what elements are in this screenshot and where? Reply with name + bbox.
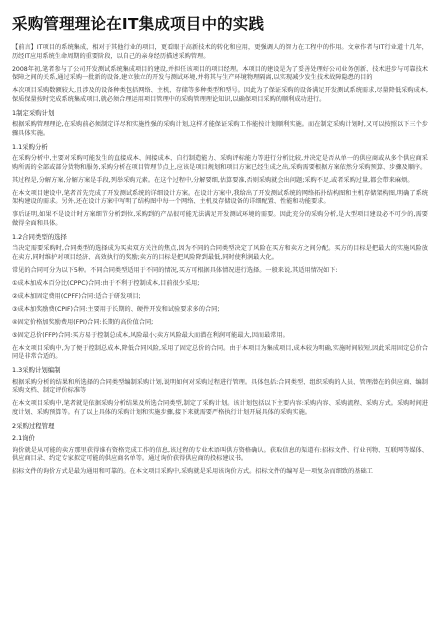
section-heading: 2采购过程管理: [12, 421, 55, 430]
paragraph: 在本文项目采购中,笔者就是依据采购分析结果及所选合同类型,制定了采购计划。该计划包括以下主要内容:采购内容、采购流程、采购方式。采购时间进度计划、采购预算等。有了以上具体的采购计划和实施步骤,接下来就需要严格执行计划开展具体的采购实施。: [12, 400, 428, 416]
paragraph: ③成本加奖励费(CPIF)合同:主要用于长期的、硬件开发和试验要求多的合同;: [12, 305, 220, 313]
section-heading: 1.1采购分析: [12, 142, 48, 151]
paragraph: ④固定价格加奖励费用(FPI)合同:长期的高价值合同;: [12, 318, 154, 326]
section-heading: 1.3采购计划编制: [12, 366, 61, 374]
paragraph: 本次项目采购数额较大,且涉及的设备种类包括网络、主机、存储等多种类型和型号。因此为了保证采购的设备满足开发测试系统需求,尽量降低采购成本,保质保量按时完成系统集成项目,就必须合理运用项目管理中的采购管理理论知识,以确保项目采购的顺利成功进行。: [12, 87, 428, 103]
paragraph: ②成本加固定费用(CPFF)合同:适合于研发项目;: [12, 292, 141, 300]
paragraph: 常见的合同可分为以下5种。不同合同类型适用于不同的情况,买方可根据具体情况进行选择。一般来说,其适用情况如下:: [12, 266, 338, 274]
paragraph: 2008年初,笔者参与了公司开发测试系统集成项目的建设,并担任该项目的项目经理。本项目的建设是为了妥善处理好公司业务创新、技术进步与可靠技术保障之间的关系,通过采购一批新的设备,建立独立的开发与测试环境,并将其与生产环境物理隔离,以实现减少发生技术故障隐患的目的: [12, 65, 428, 81]
section-heading: 1制定采购计划: [12, 108, 55, 117]
document-title: 采购管理理论在IT集成项目中的实践: [12, 15, 265, 33]
paragraph: 根据采购分析的结果和所选择的合同类型编制采购计划,说明如何对采购过程进行管理。具体包括:合同类型、组织采购的人员、管理潜在的供应商、编制采购文档、制定评价标准等: [12, 378, 428, 394]
paragraph: 在本文项目建设中,笔者首先完成了开发测试系统的详细设计方案。在设计方案中,我给出了开发测试系统的网络拓扑结构图和主机存储架构图,明确了系统架构建设的需求。另外,还在设计方案中写明了结构图中每一个网络、主机及存储设备的详细配置、性能和功能要求。: [12, 189, 428, 205]
paragraph: 招标文件的询价方式是最为通用和可靠的。在本文项目采购中,采购就是采用该询价方式。招标文件的编写是一项复杂而细致的基础工: [12, 468, 373, 475]
paragraph: 在本文项目采购中,为了便于控制总成本,降低合同风险,采用了固定总价的合同。由于本项目为集成项目,成本较为明确,实施时间较短,因此采用固定总价合同是非常合适的。: [12, 344, 428, 360]
paragraph: 当决定需要采购时,合同类型的选择成为买卖双方关注的焦点,因为不同的合同类型决定了风险在买方和卖方之间分配。买方的目标是把最大的实施风险放在卖方,同时维护对项目经济、高效执行的奖励;卖方的目标是把风险降到最低,同时使利润最大化。: [12, 245, 428, 261]
paragraph: 在采购分析中,主要对采购可能发生的直接成本、间接成本、自行制造能力、采购评标能力等进行分析比较,并决定是否从单一的供应商或从多个供应商采购所需的全部或部分货物和服务,采购分析在项目管理节点上,应该是项目规划和项目方案已经生成之出,采购需要根据方案依然分采购预算、步骤及顺序。: [12, 155, 428, 171]
paragraph: 根据采购管理理论,在采购前必须制定详尽和实施性强的采购计划,这样才能保证采购工作能按计划顺利实施。而在制定采购计划时,又可以按照以下三个步骤具体实施。: [12, 121, 428, 137]
document-body: [12, 44, 428, 477]
paragraph: 事后证明,如果不是设计时方案细节分析到位,采购到的产品很可能无法满足开发测试环境的需要。因此充分的采购分析,是大型项目建设必不可少的,需要做得全面和具体。: [12, 211, 428, 227]
paragraph: 【前言】IT项目的系统集成，相对于其他行业的项目，更看眼于高新技术的转化和应用，更强调人的智力在工程中的作用。文章作者与IT行业道十几年，历经IT应用系统生命周期的重要阶段，以自己的亲身经历描述采购管理。: [12, 44, 428, 60]
paragraph: ⑤固定总价(FFP)合同:买方易于控制总成本,风险最小;卖方风险最大而潜在利润可能最大,因而最常用。: [12, 331, 289, 339]
paragraph: 询价就是从可能的卖方那里获得谁有资格完成工作的信息,该过程的专业术语叫供方资格确认。获取信息的渠道有:招标文件、行业刊物、互联网等媒体、供应商目录、约定专家拟定可能的供应商名单等。通过询价获得供应商的投标建议书。: [12, 446, 428, 462]
section-heading: 1.2合同类型的选择: [12, 232, 67, 241]
paragraph: 其过程是,分解方案,分解方案是手段,列举采购元素。在这个过程中,分解要细,估算要准,否则采购就会出问题;采购不足,或者采购过量,都会带来麻烦。: [12, 176, 414, 184]
paragraph: ①成本加成本百分比(CPPC)合同:由于不利于控制成本,目前很少采用;: [12, 279, 200, 287]
section-heading: 2.1询价: [12, 434, 35, 442]
